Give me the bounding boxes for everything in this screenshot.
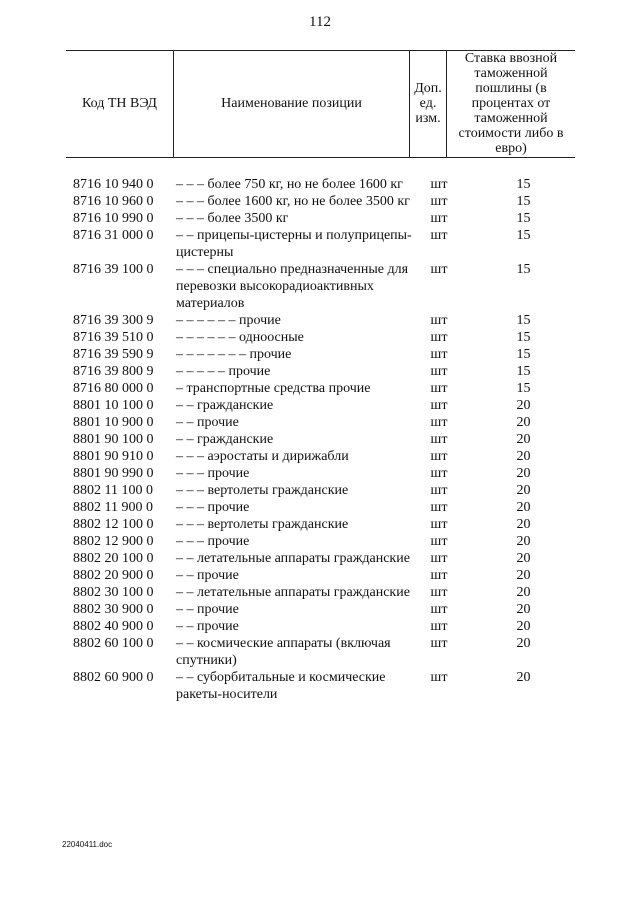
row-code: 8802 40 900 0 xyxy=(73,619,154,634)
row-unit: шт xyxy=(430,381,448,396)
header-code: Код ТН ВЭД xyxy=(82,96,157,111)
row-name: – – – вертолеты гражданские xyxy=(176,517,349,532)
table-row xyxy=(66,635,575,669)
row-unit: шт xyxy=(430,466,448,481)
row-name: – – летательные аппараты гражданские xyxy=(176,585,410,600)
row-rate: 15 xyxy=(516,330,531,345)
row-unit: шт xyxy=(430,262,448,277)
table-row xyxy=(66,465,575,482)
row-name: – – гражданские xyxy=(176,398,274,413)
row-name: – – прочие xyxy=(176,415,239,430)
table-row xyxy=(66,618,575,635)
row-rate: 20 xyxy=(516,415,531,430)
row-unit: шт xyxy=(430,432,448,447)
row-name: – транспортные средства прочие xyxy=(176,381,371,396)
row-code: 8801 10 900 0 xyxy=(73,415,154,430)
row-unit: шт xyxy=(430,585,448,600)
row-code: 8716 10 940 0 xyxy=(73,177,154,192)
row-rate: 15 xyxy=(516,313,531,328)
row-unit: шт xyxy=(430,211,448,226)
row-rate: 20 xyxy=(516,568,531,583)
row-rate: 15 xyxy=(516,211,531,226)
row-name: – – летательные аппараты гражданские xyxy=(176,551,410,566)
row-rate: 20 xyxy=(516,534,531,549)
row-unit: шт xyxy=(430,364,448,379)
row-code: 8802 60 900 0 xyxy=(73,670,154,685)
row-name: – – – – – – одноосные xyxy=(176,330,304,345)
header-bottom-rule xyxy=(66,157,575,158)
row-code: 8802 20 100 0 xyxy=(73,551,154,566)
row-rate: 15 xyxy=(516,228,531,243)
row-unit: шт xyxy=(430,636,448,651)
row-code: 8801 90 990 0 xyxy=(73,466,154,481)
table-row xyxy=(66,482,575,499)
row-name: – – – более 750 кг, но не более 1600 кг xyxy=(176,177,403,192)
row-name: – – – специально предназначенные для перевозки высокорадиоактивных материалов xyxy=(176,262,412,311)
row-name: – – – – – прочие xyxy=(176,364,271,379)
row-code: 8802 20 900 0 xyxy=(73,568,154,583)
footer-filename: 22040411.doc xyxy=(62,840,113,849)
row-rate: 15 xyxy=(516,177,531,192)
table-row xyxy=(66,414,575,431)
table-row xyxy=(66,448,575,465)
row-code: 8716 39 100 0 xyxy=(73,262,154,277)
row-code: 8802 60 100 0 xyxy=(73,636,154,651)
row-name: – – гражданские xyxy=(176,432,274,447)
row-code: 8802 11 100 0 xyxy=(73,483,153,498)
row-code: 8716 39 510 0 xyxy=(73,330,154,345)
row-unit: шт xyxy=(430,619,448,634)
row-unit: шт xyxy=(430,228,448,243)
table-row xyxy=(66,380,575,397)
row-name: – – прочие xyxy=(176,602,239,617)
row-unit: шт xyxy=(430,517,448,532)
row-rate: 20 xyxy=(516,551,531,566)
row-unit: шт xyxy=(430,177,448,192)
table-row xyxy=(66,176,575,193)
row-code: 8716 10 960 0 xyxy=(73,194,154,209)
row-name: – – – прочие xyxy=(176,500,250,515)
row-unit: шт xyxy=(430,347,448,362)
row-code: 8716 31 000 0 xyxy=(73,228,154,243)
row-rate: 15 xyxy=(516,262,531,277)
table-row xyxy=(66,516,575,533)
row-name: – – прицепы-цистерны и полуприцепы-цистерны xyxy=(176,228,412,260)
table-row xyxy=(66,550,575,567)
row-rate: 20 xyxy=(516,670,531,685)
row-unit: шт xyxy=(430,313,448,328)
table-row xyxy=(66,261,575,312)
row-unit: шт xyxy=(430,551,448,566)
page-number: 112 xyxy=(309,14,331,30)
row-name: – – – вертолеты гражданские xyxy=(176,483,349,498)
row-name: – – – – – – – прочие xyxy=(176,347,292,362)
row-rate: 20 xyxy=(516,398,531,413)
row-code: 8716 80 000 0 xyxy=(73,381,154,396)
table-row xyxy=(66,431,575,448)
row-unit: шт xyxy=(430,602,448,617)
row-rate: 20 xyxy=(516,432,531,447)
row-name: – – прочие xyxy=(176,619,239,634)
row-code: 8716 39 300 9 xyxy=(73,313,154,328)
header-name: Наименование позиции xyxy=(221,96,362,111)
row-code: 8801 90 100 0 xyxy=(73,432,154,447)
row-rate: 20 xyxy=(516,483,531,498)
row-name: – – космические аппараты (включая спутники) xyxy=(176,636,395,668)
row-code: 8802 12 900 0 xyxy=(73,534,154,549)
row-rate: 20 xyxy=(516,466,531,481)
row-code: 8716 39 590 9 xyxy=(73,347,154,362)
table-row xyxy=(66,584,575,601)
row-code: 8802 30 100 0 xyxy=(73,585,154,600)
row-name: – – суборбитальные и космические ракеты-носители xyxy=(176,670,390,702)
table-row xyxy=(66,312,575,329)
row-code: 8801 90 910 0 xyxy=(73,449,154,464)
table-row xyxy=(66,227,575,261)
row-name: – – прочие xyxy=(176,568,239,583)
header-rate: Ставка ввозной таможенной пошлины (в процентах от таможенной стоимости либо в евро) xyxy=(458,51,564,156)
row-unit: шт xyxy=(430,449,448,464)
row-name: – – – прочие xyxy=(176,466,250,481)
row-rate: 20 xyxy=(516,636,531,651)
table-row xyxy=(66,346,575,363)
table-row xyxy=(66,329,575,346)
table-row xyxy=(66,363,575,380)
table-row xyxy=(66,210,575,227)
row-code: 8802 30 900 0 xyxy=(73,602,154,617)
row-name: – – – более 3500 кг xyxy=(176,211,289,226)
row-unit: шт xyxy=(430,483,448,498)
table-row xyxy=(66,533,575,550)
row-code: 8716 10 990 0 xyxy=(73,211,154,226)
table-row xyxy=(66,567,575,584)
row-unit: шт xyxy=(430,330,448,345)
table-row xyxy=(66,193,575,210)
row-code: 8802 12 100 0 xyxy=(73,517,154,532)
row-name: – – – прочие xyxy=(176,534,250,549)
row-rate: 15 xyxy=(516,381,531,396)
row-code: 8802 11 900 0 xyxy=(73,500,153,515)
row-unit: шт xyxy=(430,568,448,583)
row-rate: 15 xyxy=(516,194,531,209)
row-code: 8801 10 100 0 xyxy=(73,398,154,413)
row-unit: шт xyxy=(430,534,448,549)
row-rate: 20 xyxy=(516,517,531,532)
row-unit: шт xyxy=(430,398,448,413)
row-rate: 15 xyxy=(516,347,531,362)
row-unit: шт xyxy=(430,194,448,209)
table-row xyxy=(66,499,575,516)
row-unit: шт xyxy=(430,670,448,685)
row-unit: шт xyxy=(430,415,448,430)
table-row xyxy=(66,601,575,618)
row-name: – – – более 1600 кг, но не более 3500 кг xyxy=(176,194,410,209)
row-rate: 20 xyxy=(516,449,531,464)
row-unit: шт xyxy=(430,500,448,515)
row-rate: 20 xyxy=(516,619,531,634)
table-row xyxy=(66,669,575,703)
row-rate: 20 xyxy=(516,585,531,600)
row-name: – – – аэростаты и дирижабли xyxy=(176,449,349,464)
row-name: – – – – – – прочие xyxy=(176,313,281,328)
row-code: 8716 39 800 9 xyxy=(73,364,154,379)
row-rate: 20 xyxy=(516,602,531,617)
table-row xyxy=(66,397,575,414)
table-body xyxy=(66,176,575,703)
row-rate: 20 xyxy=(516,500,531,515)
header-unit: Доп. ед. изм. xyxy=(414,81,442,126)
row-rate: 15 xyxy=(516,364,531,379)
